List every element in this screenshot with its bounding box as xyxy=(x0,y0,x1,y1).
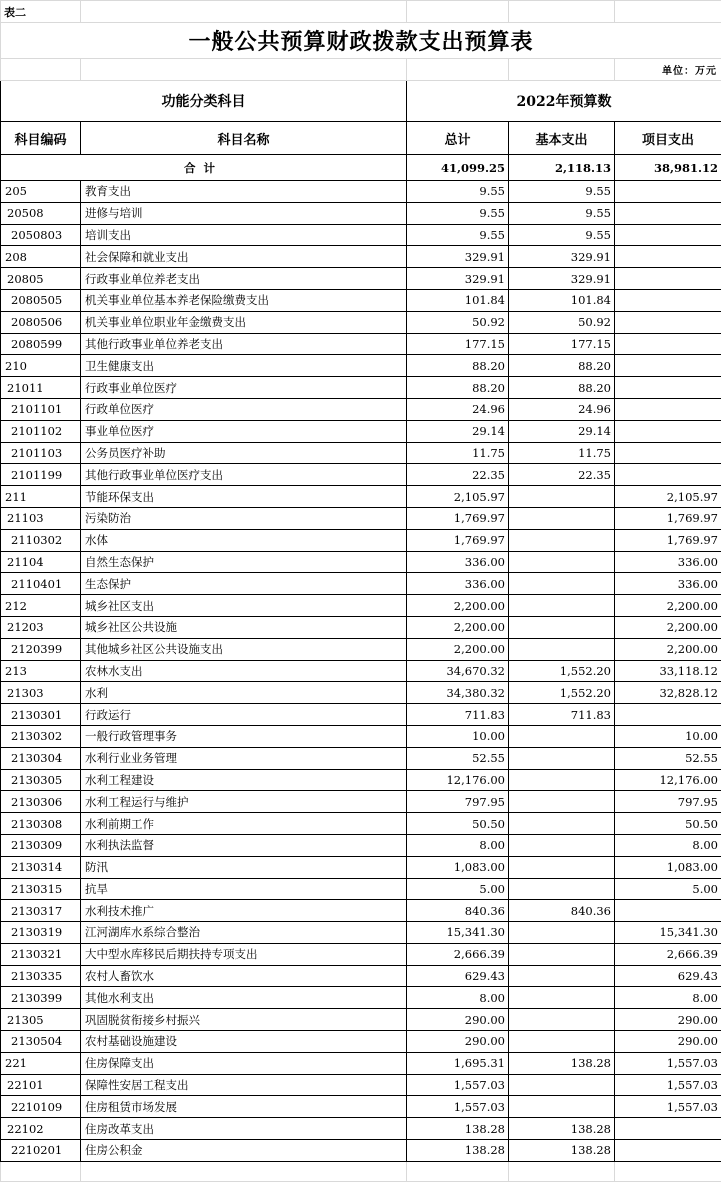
row-code: 21305 xyxy=(1,1009,81,1031)
row-basic xyxy=(509,1031,615,1053)
row-project xyxy=(615,1140,721,1162)
table-row xyxy=(1,1118,721,1140)
row-project: 15,341.30 xyxy=(615,922,721,944)
row-code: 2130306 xyxy=(1,791,81,813)
row-project: 290.00 xyxy=(615,1009,721,1031)
row-project xyxy=(615,398,721,420)
row-basic: 138.28 xyxy=(509,1140,615,1162)
row-code: 2130504 xyxy=(1,1031,81,1053)
row-name: 水利 xyxy=(81,682,407,704)
row-basic xyxy=(509,943,615,965)
total-sum: 41,099.25 xyxy=(407,155,509,181)
table-row xyxy=(1,638,721,660)
row-code: 2210201 xyxy=(1,1140,81,1162)
row-project: 1,769.97 xyxy=(615,507,721,529)
header-budget-year: 2022年预算数 xyxy=(407,81,721,122)
row-basic: 1,552.20 xyxy=(509,682,615,704)
table-row xyxy=(1,725,721,747)
table-row xyxy=(1,856,721,878)
row-total: 52.55 xyxy=(407,747,509,769)
table-row xyxy=(1,616,721,638)
row-name: 住房公积金 xyxy=(81,1140,407,1162)
row-name: 污染防治 xyxy=(81,507,407,529)
row-code: 2130302 xyxy=(1,725,81,747)
row-project xyxy=(615,202,721,224)
row-basic: 88.20 xyxy=(509,355,615,377)
row-code: 2101103 xyxy=(1,442,81,464)
row-name: 事业单位医疗 xyxy=(81,420,407,442)
row-name: 城乡社区支出 xyxy=(81,595,407,617)
row-total: 2,105.97 xyxy=(407,486,509,508)
row-name: 进修与培训 xyxy=(81,202,407,224)
row-code: 213 xyxy=(1,660,81,682)
row-project: 50.50 xyxy=(615,813,721,835)
row-name: 其他行政事业单位养老支出 xyxy=(81,333,407,355)
row-total: 629.43 xyxy=(407,965,509,987)
row-basic: 29.14 xyxy=(509,420,615,442)
table-row xyxy=(1,1052,721,1074)
row-code: 2130314 xyxy=(1,856,81,878)
row-total: 5.00 xyxy=(407,878,509,900)
row-name: 防汛 xyxy=(81,856,407,878)
row-basic xyxy=(509,573,615,595)
row-total: 2,200.00 xyxy=(407,595,509,617)
row-project xyxy=(615,420,721,442)
table-row xyxy=(1,660,721,682)
row-code: 2110302 xyxy=(1,529,81,551)
row-code: 2130319 xyxy=(1,922,81,944)
row-basic xyxy=(509,529,615,551)
unit-label: 单位：万元 xyxy=(615,59,721,81)
row-total: 329.91 xyxy=(407,246,509,268)
row-total: 9.55 xyxy=(407,181,509,203)
row-name: 行政事业单位医疗 xyxy=(81,377,407,399)
table-row xyxy=(1,442,721,464)
row-total: 50.50 xyxy=(407,813,509,835)
row-project xyxy=(615,355,721,377)
row-code: 2101101 xyxy=(1,398,81,420)
row-basic: 11.75 xyxy=(509,442,615,464)
row-name: 农村基础设施建设 xyxy=(81,1031,407,1053)
row-project xyxy=(615,333,721,355)
row-basic: 50.92 xyxy=(509,311,615,333)
row-basic: 329.91 xyxy=(509,246,615,268)
row-name: 抗旱 xyxy=(81,878,407,900)
row-total: 101.84 xyxy=(407,289,509,311)
row-name: 大中型水库移民后期扶持专项支出 xyxy=(81,943,407,965)
row-code: 2130301 xyxy=(1,704,81,726)
row-project: 33,118.12 xyxy=(615,660,721,682)
row-name: 培训支出 xyxy=(81,224,407,246)
row-project: 32,828.12 xyxy=(615,682,721,704)
row-name: 水利行业业务管理 xyxy=(81,747,407,769)
row-code: 2130308 xyxy=(1,813,81,835)
row-code: 2130305 xyxy=(1,769,81,791)
row-total: 138.28 xyxy=(407,1118,509,1140)
row-project xyxy=(615,464,721,486)
table-row xyxy=(1,398,721,420)
row-code: 22102 xyxy=(1,1118,81,1140)
row-name: 水利执法监督 xyxy=(81,834,407,856)
table-row xyxy=(1,333,721,355)
row-code: 2110401 xyxy=(1,573,81,595)
row-project: 629.43 xyxy=(615,965,721,987)
table-row xyxy=(1,1009,721,1031)
row-total: 8.00 xyxy=(407,834,509,856)
row-total: 329.91 xyxy=(407,268,509,290)
row-basic: 9.55 xyxy=(509,181,615,203)
row-project: 797.95 xyxy=(615,791,721,813)
row-name: 行政运行 xyxy=(81,704,407,726)
row-code: 212 xyxy=(1,595,81,617)
row-total: 1,083.00 xyxy=(407,856,509,878)
row-total: 1,769.97 xyxy=(407,529,509,551)
row-project: 2,105.97 xyxy=(615,486,721,508)
row-code: 211 xyxy=(1,486,81,508)
table-row xyxy=(1,704,721,726)
row-project: 8.00 xyxy=(615,834,721,856)
row-code: 2130317 xyxy=(1,900,81,922)
row-code: 2101199 xyxy=(1,464,81,486)
row-basic: 9.55 xyxy=(509,202,615,224)
row-total: 34,380.32 xyxy=(407,682,509,704)
row-total: 336.00 xyxy=(407,551,509,573)
row-project: 336.00 xyxy=(615,551,721,573)
row-project: 5.00 xyxy=(615,878,721,900)
row-basic xyxy=(509,747,615,769)
row-project: 1,557.03 xyxy=(615,1096,721,1118)
row-code: 221 xyxy=(1,1052,81,1074)
row-project: 336.00 xyxy=(615,573,721,595)
row-code: 205 xyxy=(1,181,81,203)
row-total: 336.00 xyxy=(407,573,509,595)
row-basic xyxy=(509,486,615,508)
corner-label: 表二 xyxy=(1,1,81,23)
row-code: 2101102 xyxy=(1,420,81,442)
row-basic: 9.55 xyxy=(509,224,615,246)
row-project xyxy=(615,268,721,290)
row-name: 城乡社区公共设施 xyxy=(81,616,407,638)
row-project: 1,557.03 xyxy=(615,1052,721,1074)
row-project: 1,083.00 xyxy=(615,856,721,878)
row-basic xyxy=(509,638,615,660)
row-code: 21011 xyxy=(1,377,81,399)
row-total: 8.00 xyxy=(407,987,509,1009)
row-basic xyxy=(509,987,615,1009)
row-total: 29.14 xyxy=(407,420,509,442)
row-name: 住房租赁市场发展 xyxy=(81,1096,407,1118)
header-total: 总计 xyxy=(407,122,509,155)
row-code: 2130321 xyxy=(1,943,81,965)
row-total: 88.20 xyxy=(407,355,509,377)
row-basic xyxy=(509,791,615,813)
table-row xyxy=(1,987,721,1009)
row-name: 巩固脱贫衔接乡村振兴 xyxy=(81,1009,407,1031)
header-code: 科目编码 xyxy=(1,122,81,155)
row-project: 2,666.39 xyxy=(615,943,721,965)
row-code: 2130309 xyxy=(1,834,81,856)
row-name: 教育支出 xyxy=(81,181,407,203)
row-basic xyxy=(509,507,615,529)
header-function-category: 功能分类科目 xyxy=(1,81,407,122)
row-code: 20805 xyxy=(1,268,81,290)
row-name: 水利技术推广 xyxy=(81,900,407,922)
header-project: 项目支出 xyxy=(615,122,721,155)
row-total: 34,670.32 xyxy=(407,660,509,682)
row-name: 其他行政事业单位医疗支出 xyxy=(81,464,407,486)
table-row xyxy=(1,965,721,987)
row-basic: 138.28 xyxy=(509,1052,615,1074)
row-code: 2130315 xyxy=(1,878,81,900)
row-total: 138.28 xyxy=(407,1140,509,1162)
table-row xyxy=(1,181,721,203)
row-total: 1,769.97 xyxy=(407,507,509,529)
table-row xyxy=(1,289,721,311)
row-name: 卫生健康支出 xyxy=(81,355,407,377)
table-row xyxy=(1,922,721,944)
row-basic: 177.15 xyxy=(509,333,615,355)
table-row xyxy=(1,1031,721,1053)
row-total: 15,341.30 xyxy=(407,922,509,944)
row-name: 节能环保支出 xyxy=(81,486,407,508)
row-name: 一般行政管理事务 xyxy=(81,725,407,747)
header-basic: 基本支出 xyxy=(509,122,615,155)
row-name: 农村人畜饮水 xyxy=(81,965,407,987)
row-name: 机关事业单位职业年金缴费支出 xyxy=(81,311,407,333)
table-row xyxy=(1,1096,721,1118)
row-project: 12,176.00 xyxy=(615,769,721,791)
row-name: 住房保障支出 xyxy=(81,1052,407,1074)
row-basic: 138.28 xyxy=(509,1118,615,1140)
row-project xyxy=(615,311,721,333)
row-project xyxy=(615,704,721,726)
row-name: 自然生态保护 xyxy=(81,551,407,573)
row-basic xyxy=(509,922,615,944)
row-name: 其他城乡社区公共设施支出 xyxy=(81,638,407,660)
row-total: 22.35 xyxy=(407,464,509,486)
table-row xyxy=(1,355,721,377)
table-row xyxy=(1,682,721,704)
row-code: 208 xyxy=(1,246,81,268)
row-basic: 1,552.20 xyxy=(509,660,615,682)
row-name: 水利工程建设 xyxy=(81,769,407,791)
row-total: 2,666.39 xyxy=(407,943,509,965)
row-total: 290.00 xyxy=(407,1009,509,1031)
row-name: 社会保障和就业支出 xyxy=(81,246,407,268)
row-basic xyxy=(509,1009,615,1031)
total-basic: 2,118.13 xyxy=(509,155,615,181)
row-code: 20508 xyxy=(1,202,81,224)
row-total: 711.83 xyxy=(407,704,509,726)
row-basic: 88.20 xyxy=(509,377,615,399)
table-row xyxy=(1,464,721,486)
row-basic: 711.83 xyxy=(509,704,615,726)
table-row xyxy=(1,878,721,900)
row-basic xyxy=(509,965,615,987)
row-total: 10.00 xyxy=(407,725,509,747)
total-label: 合计 xyxy=(1,155,407,181)
table-row xyxy=(1,791,721,813)
row-total: 290.00 xyxy=(407,1031,509,1053)
row-basic: 840.36 xyxy=(509,900,615,922)
row-code: 2120399 xyxy=(1,638,81,660)
row-total: 9.55 xyxy=(407,202,509,224)
row-basic: 24.96 xyxy=(509,398,615,420)
row-code: 210 xyxy=(1,355,81,377)
row-project: 1,557.03 xyxy=(615,1074,721,1096)
row-basic xyxy=(509,551,615,573)
row-project xyxy=(615,377,721,399)
row-total: 24.96 xyxy=(407,398,509,420)
row-name: 机关事业单位基本养老保险缴费支出 xyxy=(81,289,407,311)
row-code: 2130335 xyxy=(1,965,81,987)
row-code: 21203 xyxy=(1,616,81,638)
row-total: 50.92 xyxy=(407,311,509,333)
row-basic xyxy=(509,769,615,791)
row-total: 2,200.00 xyxy=(407,616,509,638)
row-basic: 101.84 xyxy=(509,289,615,311)
table-row xyxy=(1,943,721,965)
row-name: 农林水支出 xyxy=(81,660,407,682)
total-project: 38,981.12 xyxy=(615,155,721,181)
table-row xyxy=(1,769,721,791)
row-project xyxy=(615,224,721,246)
table-row xyxy=(1,268,721,290)
row-project xyxy=(615,442,721,464)
row-total: 797.95 xyxy=(407,791,509,813)
row-basic xyxy=(509,725,615,747)
row-project: 1,769.97 xyxy=(615,529,721,551)
table-row xyxy=(1,551,721,573)
row-code: 2130399 xyxy=(1,987,81,1009)
table-row xyxy=(1,311,721,333)
page-title: 一般公共预算财政拨款支出预算表 xyxy=(1,23,721,59)
row-project: 290.00 xyxy=(615,1031,721,1053)
row-total: 1,695.31 xyxy=(407,1052,509,1074)
row-total: 9.55 xyxy=(407,224,509,246)
table-row xyxy=(1,813,721,835)
table-row xyxy=(1,202,721,224)
row-project xyxy=(615,246,721,268)
row-basic xyxy=(509,1096,615,1118)
row-basic xyxy=(509,856,615,878)
row-total: 1,557.03 xyxy=(407,1074,509,1096)
table-row xyxy=(1,377,721,399)
row-basic xyxy=(509,1074,615,1096)
row-name: 住房改革支出 xyxy=(81,1118,407,1140)
row-basic xyxy=(509,813,615,835)
table-row xyxy=(1,507,721,529)
row-code: 2080505 xyxy=(1,289,81,311)
table-row xyxy=(1,420,721,442)
table-row xyxy=(1,834,721,856)
row-name: 公务员医疗补助 xyxy=(81,442,407,464)
table-row xyxy=(1,486,721,508)
row-name: 水利工程运行与维护 xyxy=(81,791,407,813)
table-row xyxy=(1,747,721,769)
table-row xyxy=(1,900,721,922)
header-name: 科目名称 xyxy=(81,122,407,155)
total-row xyxy=(1,155,721,181)
row-basic xyxy=(509,616,615,638)
row-name: 江河湖库水系综合整治 xyxy=(81,922,407,944)
row-name: 行政单位医疗 xyxy=(81,398,407,420)
row-total: 840.36 xyxy=(407,900,509,922)
row-project: 2,200.00 xyxy=(615,638,721,660)
row-basic xyxy=(509,834,615,856)
row-name: 生态保护 xyxy=(81,573,407,595)
row-code: 2130304 xyxy=(1,747,81,769)
row-total: 177.15 xyxy=(407,333,509,355)
row-code: 2080599 xyxy=(1,333,81,355)
row-project xyxy=(615,900,721,922)
row-project xyxy=(615,1118,721,1140)
row-total: 12,176.00 xyxy=(407,769,509,791)
row-name: 行政事业单位养老支出 xyxy=(81,268,407,290)
row-name: 保障性安居工程支出 xyxy=(81,1074,407,1096)
row-total: 2,200.00 xyxy=(407,638,509,660)
row-total: 1,557.03 xyxy=(407,1096,509,1118)
row-code: 2050803 xyxy=(1,224,81,246)
row-code: 21103 xyxy=(1,507,81,529)
table-row xyxy=(1,246,721,268)
row-basic xyxy=(509,595,615,617)
row-code: 21303 xyxy=(1,682,81,704)
row-basic xyxy=(509,878,615,900)
row-code: 2210109 xyxy=(1,1096,81,1118)
row-project: 2,200.00 xyxy=(615,616,721,638)
row-project xyxy=(615,289,721,311)
row-code: 2080506 xyxy=(1,311,81,333)
table-row xyxy=(1,595,721,617)
row-name: 水利前期工作 xyxy=(81,813,407,835)
row-project: 2,200.00 xyxy=(615,595,721,617)
table-row xyxy=(1,573,721,595)
table-row xyxy=(1,1074,721,1096)
row-code: 22101 xyxy=(1,1074,81,1096)
table-row xyxy=(1,224,721,246)
row-project xyxy=(615,181,721,203)
row-basic: 22.35 xyxy=(509,464,615,486)
row-project: 8.00 xyxy=(615,987,721,1009)
row-code: 21104 xyxy=(1,551,81,573)
table-row xyxy=(1,1140,721,1162)
row-project: 52.55 xyxy=(615,747,721,769)
row-total: 11.75 xyxy=(407,442,509,464)
row-name: 其他水利支出 xyxy=(81,987,407,1009)
row-project: 10.00 xyxy=(615,725,721,747)
table-row xyxy=(1,529,721,551)
row-name: 水体 xyxy=(81,529,407,551)
row-total: 88.20 xyxy=(407,377,509,399)
row-basic: 329.91 xyxy=(509,268,615,290)
